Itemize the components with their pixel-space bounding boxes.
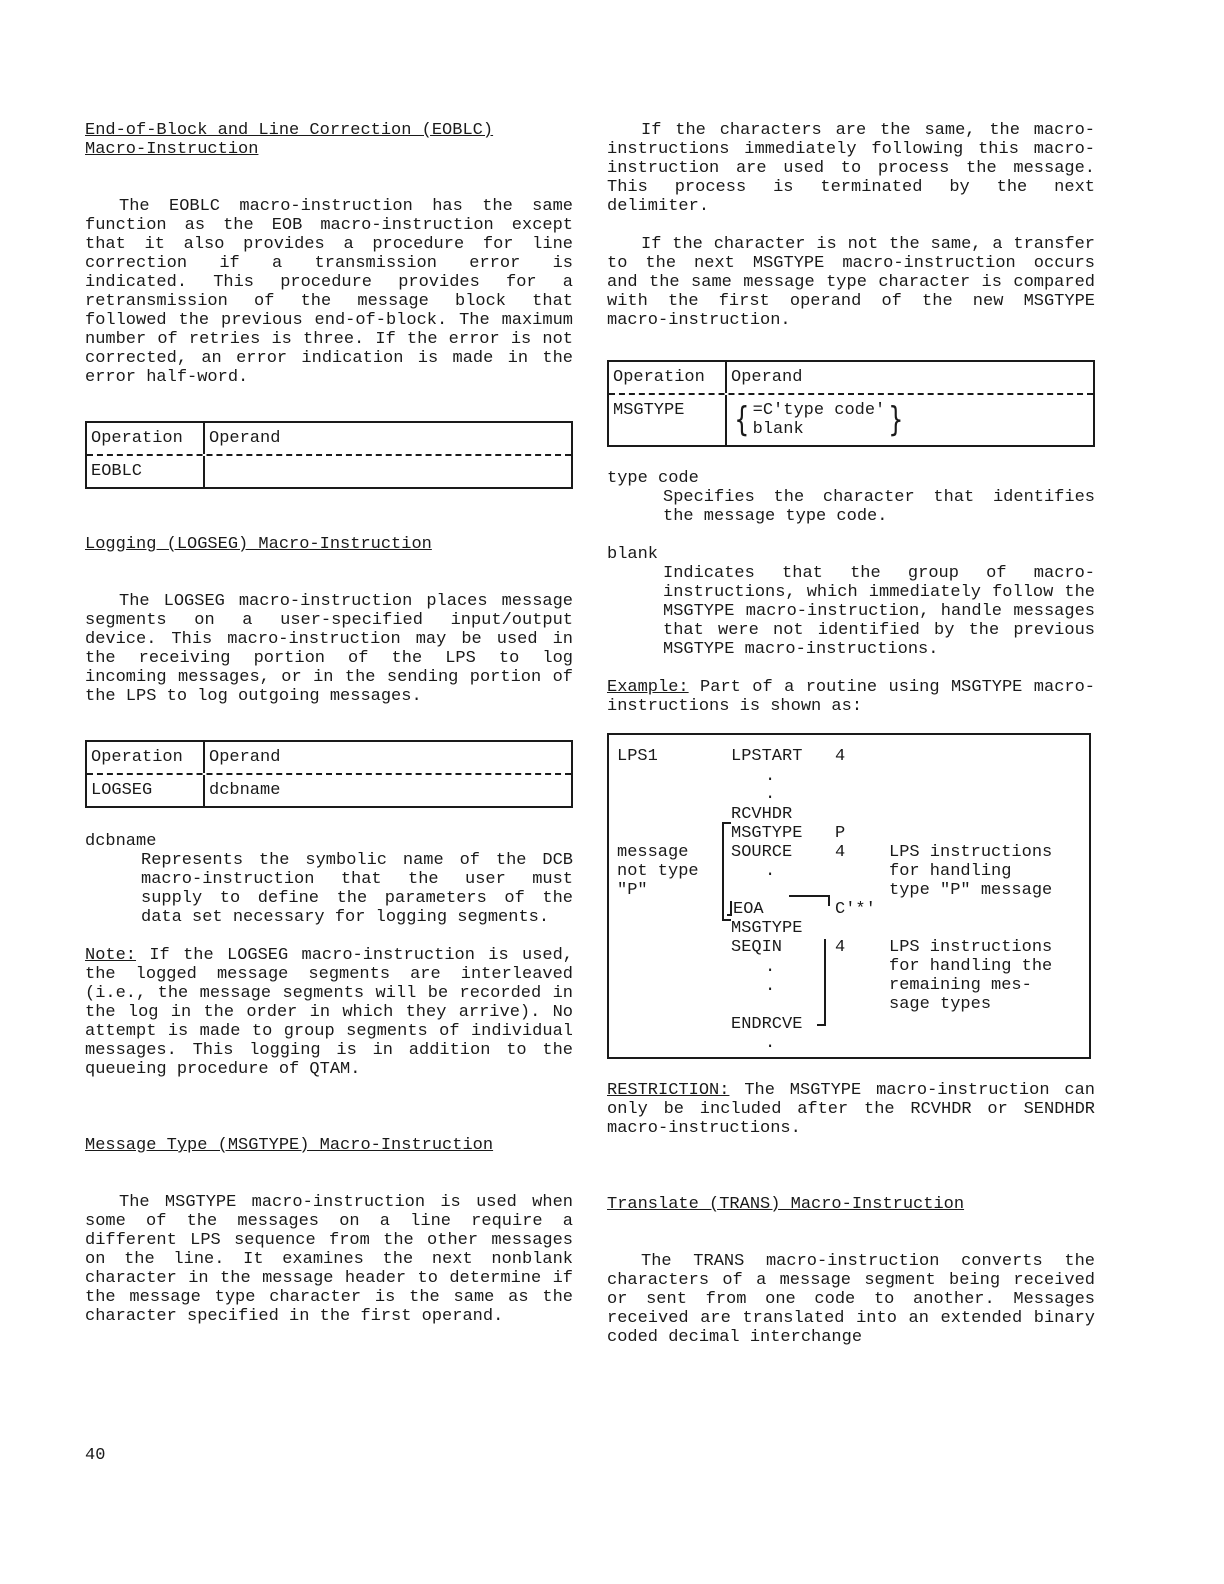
eoblc-body: The EOBLC macro-instruction has the same function as the EOB macro-instruction except that it also provides a procedure for line correction if a transmission error is indicated. This procedure provides for a retransmission of the message block that followed the previous end-of-block. The maximum number of retries is three. If the error is not corrected, an error indication is made in the error half-word. — [85, 197, 573, 387]
right-para-1: If the characters are the same, the macro-instructions immediately following this macro-instruction are used to process the message. This process is terminated by the next delimiter. — [607, 121, 1095, 216]
term-type-code: type code — [607, 469, 699, 488]
table-cell-operand: { =C'type code' blank } — [734, 400, 904, 440]
table-cell-operation: EOBLC — [87, 456, 205, 487]
example-intro: Example: Part of a routine using MSGTYPE macro-instructions is shown as: — [607, 678, 1095, 716]
trans-body: The TRANS macro-instruction converts the characters of a message segment being received or sent from one code to another. Messages received are translated into an extended binary coded decimal interchange — [607, 1252, 1095, 1347]
eoblc-heading: End-of-Block and Line Correction (EOBLC) Macro-Instruction — [85, 121, 494, 159]
left-brace-icon: { — [734, 400, 750, 440]
example-listing: LPS1 LPSTART 4 . . RCVHDR MSGTYPE P message not type "P" SOURCE 4 LPS instructions for handling type "P" message . EOA C'*' MSGTYPE SEQIN 4 LPS instructions for handling the remaining mes- sage types . . ENDRCVE . — [607, 733, 1091, 1059]
restriction: RESTRICTION: The MSGTYPE macro-instruction can only be included after the RCVHDR or SENDHDR macro-instructions. — [607, 1081, 1096, 1138]
msgtype-body: The MSGTYPE macro-instruction is used when some of the messages on a line require a different LPS sequence from the other messages on the line. It examines the next nonblank character in the message header to determine if the message type character is the same as the character specified in the first operand. — [85, 1193, 573, 1326]
table-cell-operand: dcbname — [209, 781, 281, 800]
note-label: Note: — [85, 946, 137, 965]
logseg-table — [85, 740, 573, 808]
table-cell-operand — [205, 456, 571, 487]
right-para-2: If the character is not the same, a transfer to the next MSGTYPE macro-instruction occurs and the same message type character is compared with the first operand of the new MSGTYPE macro-instruction. — [607, 235, 1095, 330]
term-dcbname: dcbname — [85, 832, 157, 851]
logseg-note — [85, 946, 573, 1079]
note-text: If the LOGSEG macro-instruction is used, the logged message segments are interleaved (i.e., the message segments will be recorded in the log in the order in which they arrive). No attempt is made to group segments of individual messages. This logging is in addition to the queueing procedure of QTAM. — [85, 946, 573, 1079]
term-dcbname-definition: Represents the symbolic name of the DCB macro-instruction that the user must supply to define the parameters of the data set necessary for logging segments. — [141, 851, 573, 927]
logseg-heading: Logging (LOGSEG) Macro-Instruction — [85, 535, 432, 554]
left-column — [85, 121, 573, 1326]
table-cell-operation: LOGSEG — [87, 775, 205, 806]
table-header-operation: Operation — [87, 742, 205, 773]
table-header-operation: Operation — [609, 362, 727, 393]
logseg-body: The LOGSEG macro-instruction places message segments on a user-specified input/output device. This macro-instruction may be used in the receiving portion of the LPS to log incoming messages, or in the sending portion of the LPS to log outgoing messages. — [85, 592, 573, 706]
table-header-operand: Operand — [209, 748, 281, 767]
table-header-operand: Operand — [209, 429, 281, 448]
page-number: 40 — [85, 1446, 106, 1465]
table-cell-operation: MSGTYPE — [609, 395, 727, 445]
table-header-operand: Operand — [731, 368, 803, 387]
term-type-code-definition: Specifies the character that identifies the message type code. — [663, 488, 1095, 526]
eoblc-table — [85, 421, 573, 489]
trans-heading: Translate (TRANS) Macro-Instruction — [607, 1195, 965, 1214]
right-column — [607, 121, 1095, 1347]
table-header-operation: Operation — [87, 423, 205, 454]
msgtype-table — [607, 360, 1095, 447]
term-blank: blank — [607, 545, 659, 564]
term-blank-definition: Indicates that the group of macro-instructions, which immediately follow the MSGTYPE macro-instruction, handle messages that were not identified by the previous MSGTYPE macro-instructions. — [663, 564, 1095, 659]
right-brace-icon: } — [888, 400, 904, 440]
msgtype-heading: Message Type (MSGTYPE) Macro-Instruction — [85, 1136, 494, 1155]
